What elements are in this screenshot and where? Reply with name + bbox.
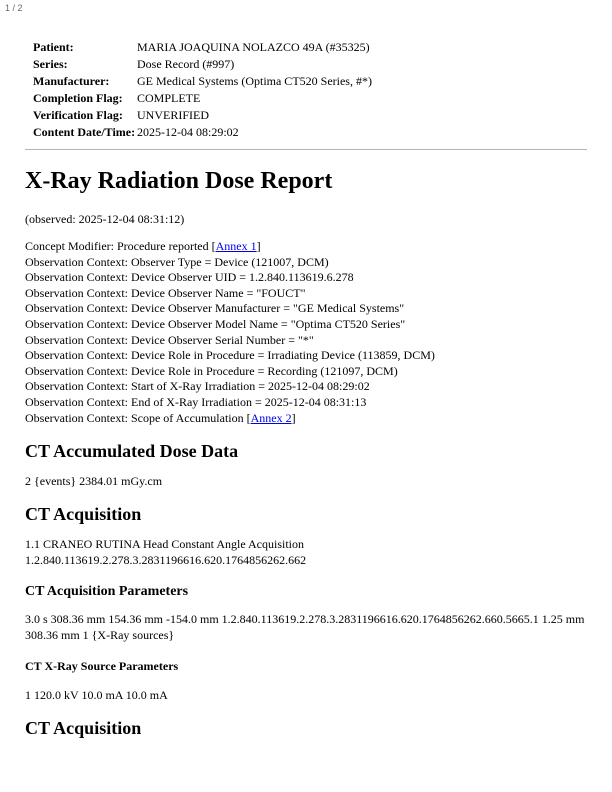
meta-value: MARIA JOAQUINA NOLAZCO 49A (#35325) [137,40,370,54]
observation-line: Observation Context: Device Role in Procedure = Recording (121097, DCM) [25,363,398,378]
meta-label: Content Date/Time: [33,125,136,139]
table-row [25,90,372,107]
section-title-ct-acquisition-parameters: CT Acquisition Parameters [25,584,189,600]
acquisition-parameters-values: 3.0 s 308.36 mm 154.36 mm -154.0 mm 1.2.840.113619.2.278.3.2831196616.620.1764856262.660.5665.1 1.25 mm 308.36 mm 1 {X-Ray sources} [25,612,585,642]
table-row [25,73,372,90]
observation-line: Observation Context: Start of X-Ray Irradiation = 2025-12-04 08:29:02 [25,379,370,394]
meta-value: COMPLETE [137,91,201,105]
annex-2-link[interactable]: Annex 2 [250,410,292,425]
table-row [25,39,372,56]
acquisition-name: 1.1 CRANEO RUTINA Head Constant Angle Acquisition [25,537,304,552]
report-content [0,39,612,739]
annex-1-link[interactable]: Annex 1 [215,239,257,254]
accumulated-dose-value: 2 {events} 2384.01 mGy.cm [25,473,163,488]
obs-text: Concept Modifier: Procedure reported [ [25,239,216,254]
observation-line: Observation Context: Device Observer Manufacturer = "GE Medical Systems" [25,301,405,316]
table-row [25,107,372,124]
page-indicator: 1 / 2 [5,3,23,13]
observation-line: Observation Context: Device Observer Name = "FOUCT" [25,285,306,300]
meta-value: 2025-12-04 08:29:02 [137,125,239,139]
table-row [25,56,372,73]
table-row [25,124,372,141]
concept-modifier-line [25,239,587,255]
report-title: X-Ray Radiation Dose Report [25,168,333,194]
observation-line: Observation Context: Observer Type = Device (121007, DCM) [25,254,329,269]
xray-source-values: 1 120.0 kV 10.0 mA 10.0 mA [25,687,168,702]
acquisition-uid: 1.2.840.113619.2.278.3.2831196616.620.1764856262.662 [25,552,307,567]
patient-metadata-table [25,39,372,141]
meta-value: Dose Record (#997) [137,57,235,71]
observation-line: Observation Context: Device Observer UID = 1.2.840.113619.6.278 [25,270,354,285]
obs-text: ] [256,239,261,254]
section-title-ct-acquisition-1: CT Acquisition [25,504,142,525]
section-title-ct-accumulated-dose-data: CT Accumulated Dose Data [25,441,239,462]
observation-context-block [25,239,587,426]
obs-text: Observation Context: Scope of Accumulation [ [25,410,251,425]
scope-of-accumulation-line [25,411,587,427]
section-title-ct-xray-source-parameters: CT X-Ray Source Parameters [25,659,179,674]
acquisition-description [25,537,587,568]
divider [25,149,587,150]
meta-label: Completion Flag: [33,91,123,105]
observation-line: Observation Context: Device Role in Procedure = Irradiating Device (113859, DCM) [25,348,435,363]
obs-text: ] [291,410,296,425]
observation-line: Observation Context: Device Observer Serial Number = "*" [25,332,314,347]
observation-line: Observation Context: End of X-Ray Irradiation = 2025-12-04 08:31:13 [25,395,367,410]
meta-label: Patient: [33,40,74,54]
meta-value: GE Medical Systems (Optima CT520 Series, #*) [137,74,372,88]
meta-label: Series: [33,57,68,71]
meta-value: UNVERIFIED [137,108,209,122]
observed-timestamp: (observed: 2025-12-04 08:31:12) [25,211,185,226]
meta-label: Verification Flag: [33,108,123,122]
observation-line: Observation Context: Device Observer Model Name = "Optima CT520 Series" [25,317,406,332]
section-title-ct-acquisition-2: CT Acquisition [25,718,142,739]
meta-label: Manufacturer: [33,74,110,88]
